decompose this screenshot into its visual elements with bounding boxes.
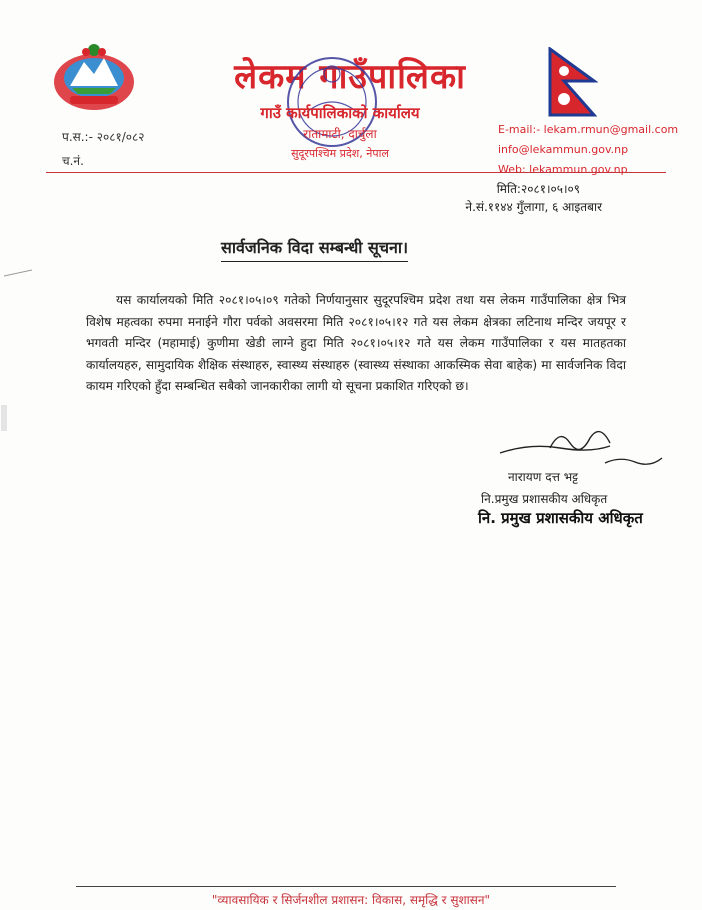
signatory-title: नि.प्रमुख प्रशासकीय अधिकृत bbox=[481, 492, 608, 506]
office-province: सुदूरपश्चिम प्रदेश, नेपाल bbox=[291, 147, 389, 160]
reference-number: प.स.:- २०८१/०८२ bbox=[62, 130, 145, 144]
signatory-title-stamp: नि. प्रमुख प्रशासकीय अधिकृत bbox=[478, 509, 643, 527]
nepal-flag-icon bbox=[548, 47, 598, 117]
scan-artifact bbox=[4, 268, 34, 278]
office-subtitle: गाउँ कार्यपालिकाको कार्यालय bbox=[260, 104, 420, 122]
notice-title: सार्वजनिक विदा सम्बन्धी सूचना। bbox=[221, 236, 408, 262]
contact-email-info: info@lekammun.gov.np bbox=[498, 143, 629, 156]
footer-divider bbox=[76, 886, 616, 887]
contact-block bbox=[498, 120, 678, 180]
footer-motto: "व्यावसायिक र सिर्जनशील प्रशासन: विकास, समृद्धि र सुशासन" bbox=[211, 893, 491, 907]
nepal-emblem-icon bbox=[50, 38, 138, 114]
office-place: रातामाटी, दार्चुला bbox=[303, 127, 377, 141]
contact-email: E-mail:- lekam.rmun@gmail.com bbox=[498, 123, 679, 136]
letter-date: मिति:२०८१।०५।०९ bbox=[496, 182, 580, 196]
dispatch-number: च.नं. bbox=[62, 154, 84, 168]
scan-artifact-edge bbox=[0, 403, 10, 433]
notice-body: यस कार्यालयको मिति २०८१।०५।०९ गतेको निर्णयानुसार सुदूरपश्चिम प्रदेश तथा यस लेकम गाउँपालिका क्षेत्र भित्र विशेष महत्वका रुपमा मनाईने गौरा पर्वको अवसरमा मिति २०८१।०५।१२ गते यस लेकम क्षेत्रका लटिनाथ मन्दिर जयपूर र भगवती मन्दिर (महामाई) कुणीमा खेडी लाग्ने हुदा मिति २०८१।०५।१२ गते यस लेकम गाउँपालिका र यस मातहतका कार्यालयहरु, सामुदायिक शैक्षिक संस्थाहरु, स्वास्थ्य संस्थाहरु (स्वास्थ्य संस्थाका आकस्मिक सेवा बाहेक) मा सार्वजनिक विदा कायम गरिएको हुँदा सम्बन्धित सबैको जानकारीका लागी यो सूचना प्रकाशित गरिएको छ। bbox=[86, 293, 626, 394]
signatory-name: नारायण दत्त भट्ट bbox=[508, 470, 579, 484]
municipality-title: लेकम गाउँपालिका bbox=[234, 57, 466, 97]
nepal-samvat-date: ने.सं.११४४ गुँलागा, ६ आइतबार bbox=[465, 200, 602, 214]
contact-web: Web: lekammun.gov.np bbox=[498, 163, 628, 176]
header-divider bbox=[46, 172, 666, 173]
